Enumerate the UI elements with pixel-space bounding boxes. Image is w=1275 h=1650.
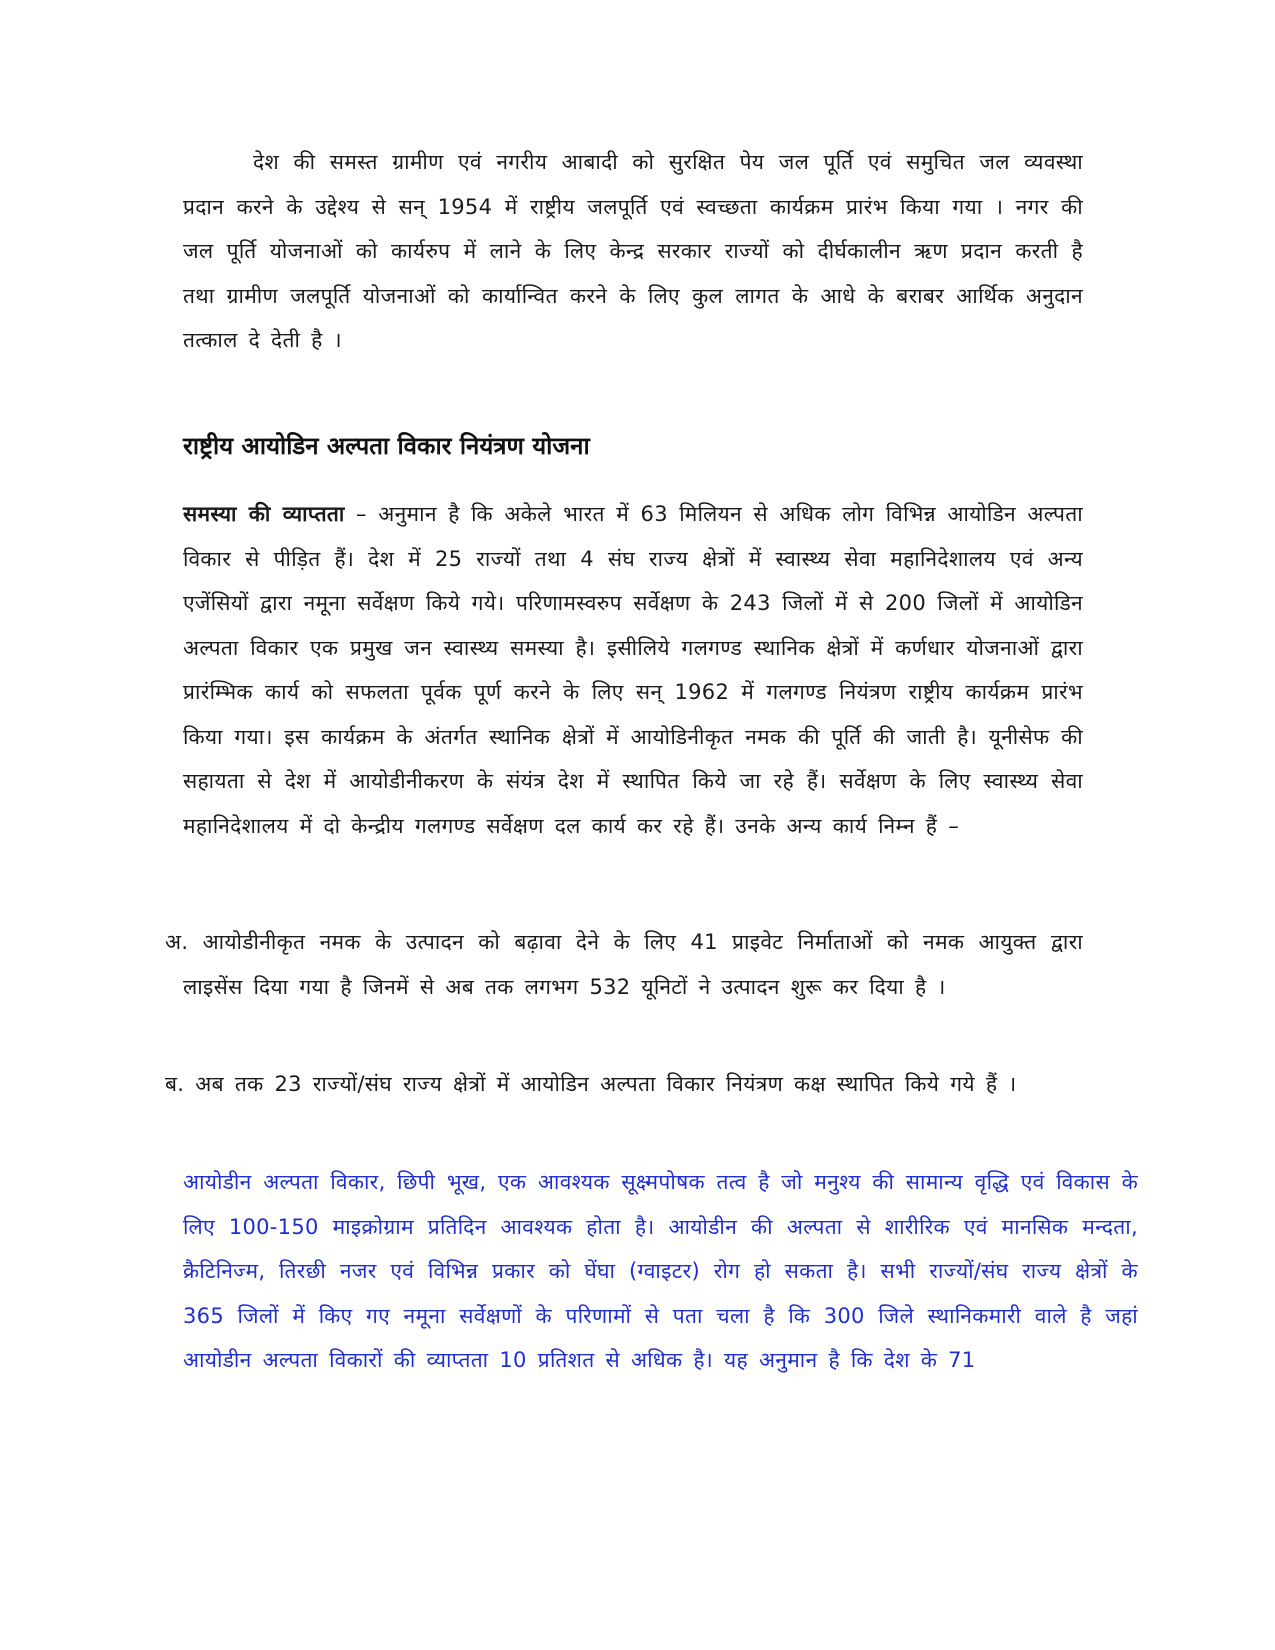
intro-paragraph: देश की समस्त ग्रामीण एवं नगरीय आबादी को सुरक्षित पेय जल पूर्ति एवं समुचित जल व्यवस्था प्रदान करने के उद्देश्य से सन् 1954 में राष्ट्रीय जलपूर्ति एवं स्वच्छता कार्यक्रम प्रारंभ किया गया । नगर की जल पूर्ति योजनाओं को कार्यरुप में लाने के लिए केन्द्र सरकार राज्यों को दीर्घकालीन ऋण प्रदान करती है तथा ग्रामीण जलपूर्ति योजनाओं को कार्यान्वित करने के लिए कुल लागत के आधे के बराबर आर्थिक अनुदान तत्काल दे देती है ।: [183, 150, 1083, 352]
list-item-a: अ. आयोडीनीकृत नमक के उत्पादन को बढ़ावा देने के लिए 41 प्राइवेट निर्माताओं को नमक आयुक्त द्वारा लाइसेंस दिया गया है जिनमें से अब तक लगभग 532 यूनिटों ने उत्पादन शुरू कर दिया है ।: [165, 930, 1083, 999]
problem-label: समस्या की व्याप्तता: [183, 502, 345, 526]
problem-paragraph: [183, 492, 1083, 848]
problem-text: – अनुमान है कि अकेले भारत में 63 मिलियन से अधिक लोग विभिन्न आयोडिन अल्पता विकार से पीड़ित हैं। देश में 25 राज्यों तथा 4 संघ राज्य क्षेत्रों में स्वास्थ्य सेवा महानिदेशालय एवं अन्य एजेंसियों द्वारा नमूना सर्वेक्षण किये गये। परिणामस्वरुप सर्वेक्षण के 243 जिलों में से 200 जिलों में आयोडिन अल्पता विकार एक प्रमुख जन स्वास्थ्य समस्या है। इसीलिये गलगण्ड स्थानिक क्षेत्रों में कर्णधार योजनाओं द्वारा प्रारंम्भिक कार्य को सफलता पूर्वक पूर्ण करने के लिए सन् 1962 में गलगण्ड नियंत्रण राष्ट्रीय कार्यक्रम प्रारंभ किया गया। इस कार्यक्रम के अंतर्गत स्थानिक क्षेत्रों में आयोडिनीकृत नमक की पूर्ति की जाती है। यूनीसेफ की सहायता से देश में आयोडीनीकरण के संयंत्र देश में स्थापित किये जा रहे हैं। सर्वेक्षण के लिए स्वास्थ्य सेवा महानिदेशालय में दो केन्द्रीय गलगण्ड सर्वेक्षण दल कार्य कर रहे हैं। उनके अन्य कार्य निम्न हैं –: [183, 502, 1083, 838]
section-heading: राष्ट्रीय आयोडिन अल्पता विकार नियंत्रण योजना: [183, 432, 590, 460]
list-item-b: ब. अब तक 23 राज्यों/संघ राज्य क्षेत्रों में आयोडिन अल्पता विकार नियंत्रण कक्ष स्थापित किये गये हैं ।: [165, 1072, 1017, 1096]
blue-paragraph: आयोडीन अल्पता विकार, छिपी भूख, एक आवश्यक सूक्ष्मपोषक तत्व है जो मनुश्य की सामान्य वृद्धि एवं विकास के लिए 100-150 माइक्रोग्राम प्रतिदिन आवश्यक होता है। आयोडीन की अल्पता से शारीरिक एवं मानसिक मन्दता, क्रैटिनिज्म, तिरछी नजर एवं विभिन्न प्रकार को घेंघा (ग्वाइटर) रोग हो सकता है। सभी राज्यों/संघ राज्य क्षेत्रों के 365 जिलों में किए गए नमूना सर्वेक्षणों के परिणामों से पता चला है कि 300 जिले स्थानिकमारी वाले है जहां आयोडीन अल्पता विकारों की व्याप्तता 10 प्रतिशत से अधिक है। यह अनुमान है कि देश के 71: [183, 1170, 1138, 1372]
